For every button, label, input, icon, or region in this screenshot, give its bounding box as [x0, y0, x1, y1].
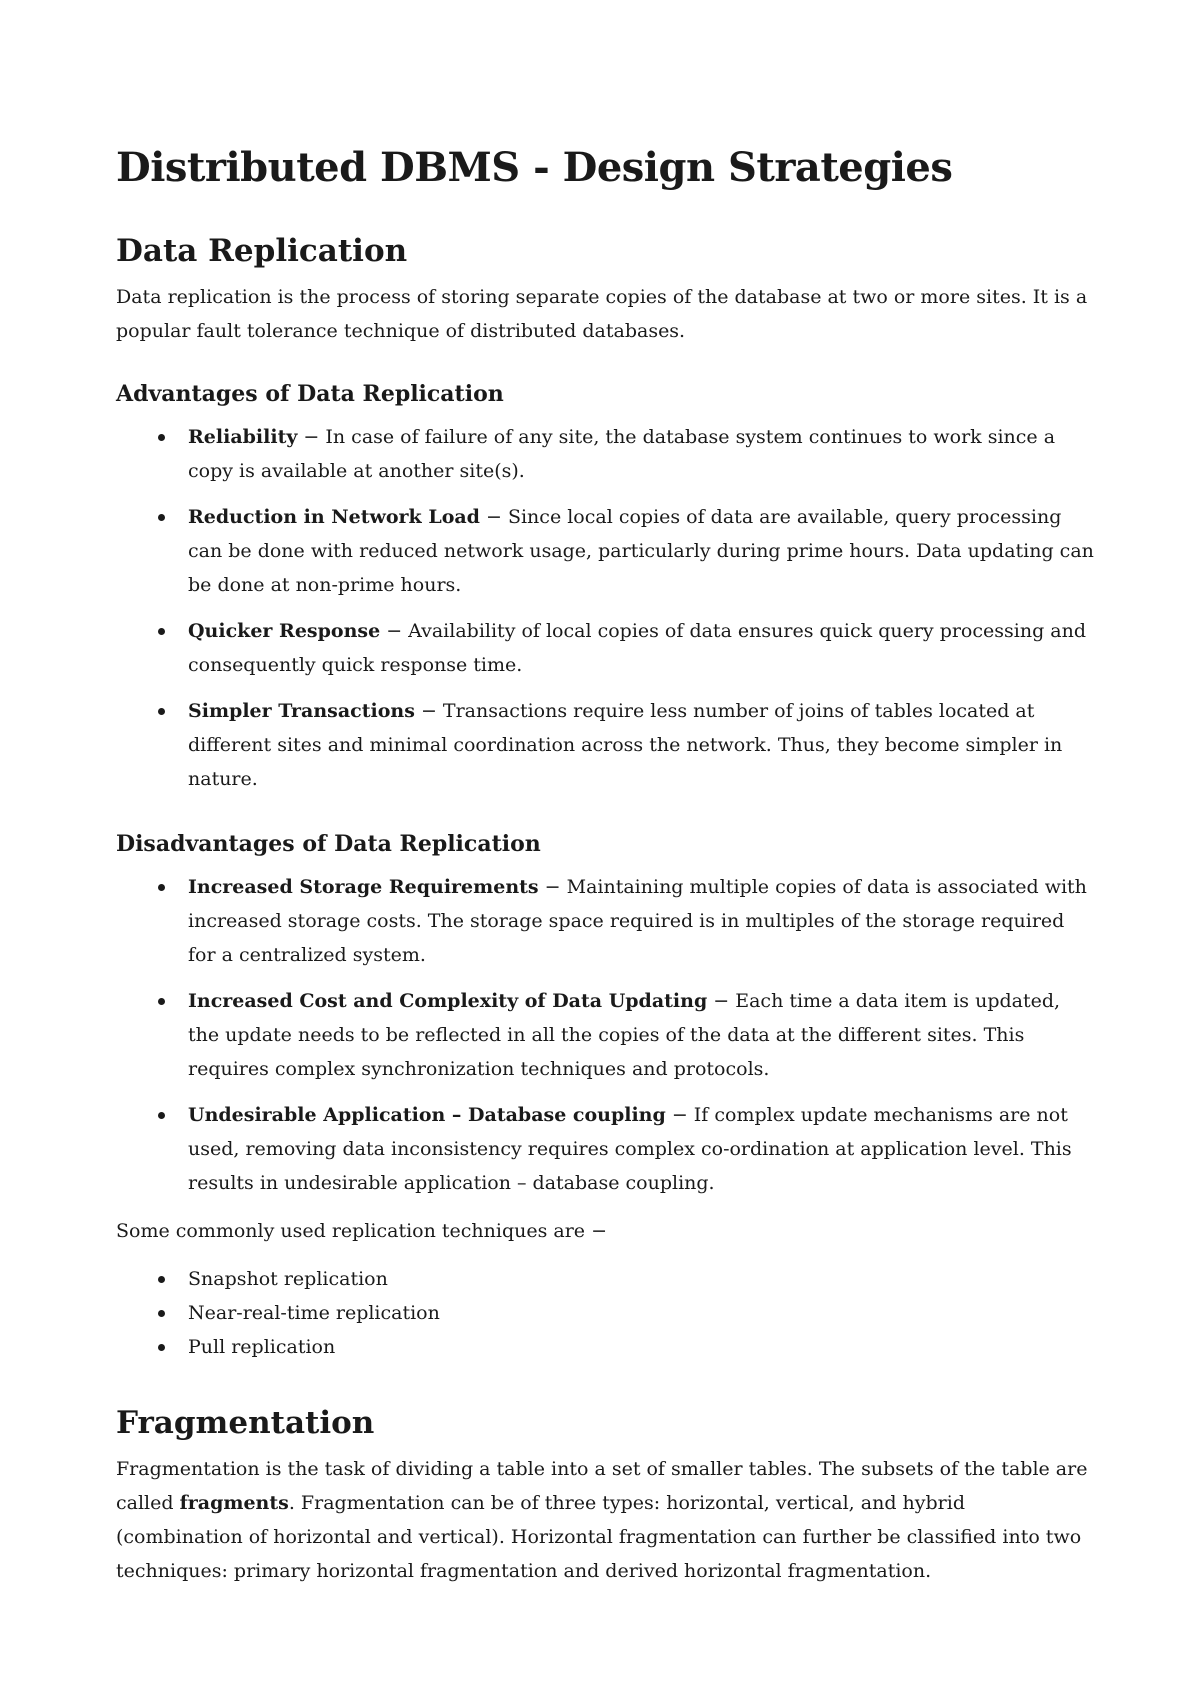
- list-item: [116, 1098, 1096, 1200]
- techniques-intro: Some commonly used replication techniques are −: [116, 1220, 607, 1242]
- list-item: [116, 614, 1096, 682]
- list-item-term: Simpler Transactions: [188, 700, 415, 722]
- list-item-text: − Maintaining multiple copies of data is associated with increased storage costs. The storage space required is in multiples of the storage required for a centralized system.: [188, 876, 1087, 966]
- techniques-list: [116, 1262, 1096, 1364]
- list-item-term: Increased Storage Requirements: [188, 876, 539, 898]
- list-item: Snapshot replication: [116, 1262, 1096, 1296]
- list-item-text: − Since local copies of data are available, query processing can be done with reduced network usage, particularly during prime hours. Data updating can be done at non-prime hours.: [188, 506, 1094, 596]
- list-item: Near-real-time replication: [116, 1296, 1096, 1330]
- fragmentation-text-end: . Fragmentation can be of three types: horizontal, vertical, and hybrid (combination of horizontal and vertical). Horizontal fragmentation can further be classified into two techniques: primary horizontal fragmentation and derived horizontal fragmentation.: [116, 1492, 1082, 1582]
- list-item-text: − If complex update mechanisms are not used, removing data inconsistency requires complex co-ordination at application level. This results in undesirable application – database coupling.: [188, 1104, 1072, 1194]
- replication-intro: Data replication is the process of storing separate copies of the database at two or more sites. It is a popular fault tolerance technique of distributed databases.: [116, 286, 1088, 342]
- fragments-term: fragments: [179, 1492, 289, 1514]
- list-item-term: Undesirable Application – Database coupling: [188, 1104, 666, 1126]
- list-item-term: Reduction in Network Load: [188, 506, 480, 528]
- list-item: [116, 694, 1096, 796]
- list-item-text: − In case of failure of any site, the database system continues to work since a copy is available at another site(s).: [188, 426, 1056, 482]
- list-item-text: − Transactions require less number of joins of tables located at different sites and minimal coordination across the network. Thus, they become simpler in nature.: [188, 700, 1063, 790]
- page-title: Distributed DBMS - Design Strategies: [116, 144, 953, 191]
- disadvantages-heading: Disadvantages of Data Replication: [116, 831, 541, 857]
- fragmentation-text: [116, 1452, 1096, 1588]
- list-item-term: Quicker Response: [188, 620, 381, 642]
- disadvantages-list: [116, 870, 1096, 1212]
- list-item: [116, 870, 1096, 972]
- list-item: [116, 500, 1096, 602]
- section-heading-fragmentation: Fragmentation: [116, 1405, 375, 1441]
- list-item-term: Reliability: [188, 426, 298, 448]
- list-item-text: − Each time a data item is updated, the update needs to be reflected in all the copies of the data at the different sites. This requires complex synchronization techniques and protocols.: [188, 990, 1061, 1080]
- list-item-term: Increased Cost and Complexity of Data Updating: [188, 990, 708, 1012]
- fragmentation-text-start: Fragmentation is the task of dividing a table into a set of smaller tables. The subsets of the table are called: [116, 1458, 1088, 1514]
- list-item: [116, 984, 1096, 1086]
- advantages-list: [116, 420, 1096, 808]
- list-item: [116, 420, 1096, 488]
- list-item-text: − Availability of local copies of data ensures quick query processing and consequently quick response time.: [188, 620, 1087, 676]
- section-heading-replication: Data Replication: [116, 233, 408, 269]
- advantages-heading: Advantages of Data Replication: [116, 381, 504, 407]
- list-item: Pull replication: [116, 1330, 1096, 1364]
